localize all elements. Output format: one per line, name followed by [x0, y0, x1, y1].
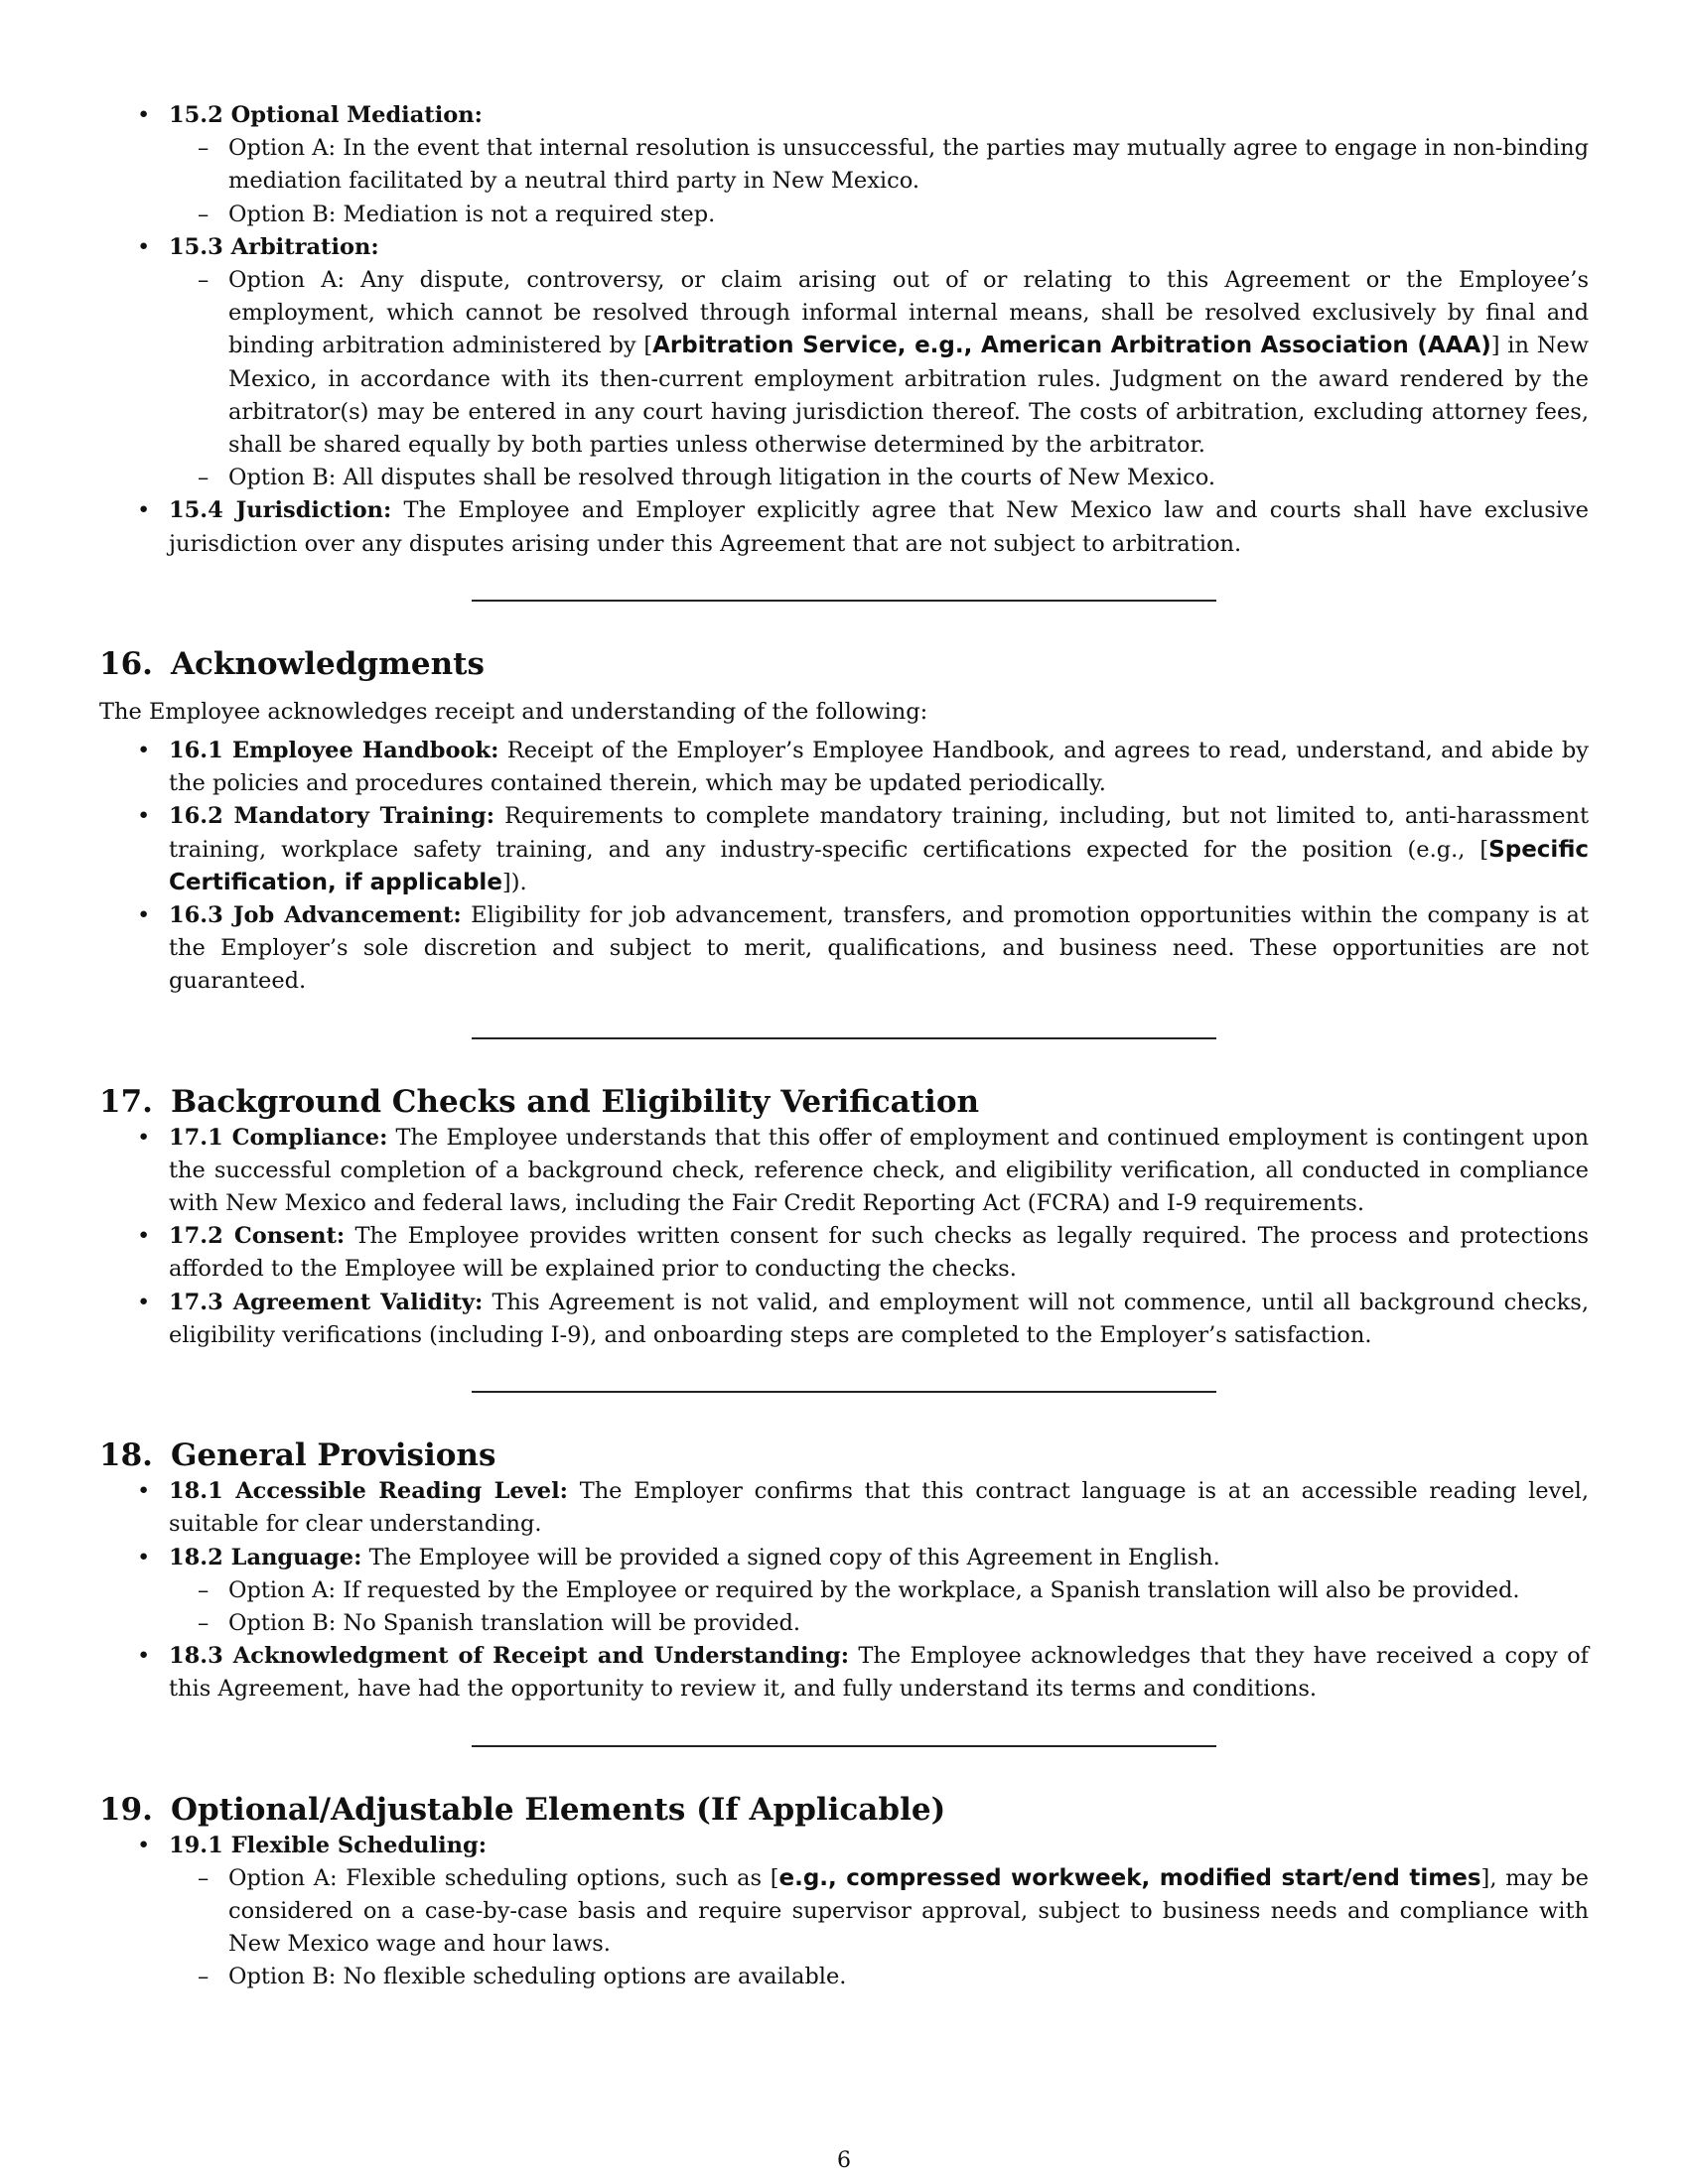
- section-number: 16.: [99, 645, 153, 682]
- section-divider: [472, 1391, 1216, 1393]
- list-item-17-1: [99, 1122, 1589, 1221]
- option-a: [169, 1862, 1589, 1962]
- list-item-18-1: [99, 1475, 1589, 1541]
- section-heading-18: [99, 1435, 1589, 1475]
- options-list: [169, 132, 1589, 231]
- option-text: Option A: Flexible scheduling options, such as [: [228, 1864, 779, 1891]
- option-b: – Option B: Mediation is not a required step.: [169, 199, 1589, 231]
- section-divider: [472, 1745, 1216, 1747]
- option-text: ] in New Mexico, in accordance with its then-current employment arbitration rules. Judgment on the award rendered by the arbitrator(s) may be entered in any court having jurisdiction thereof. The costs of arbitration, excluding attorney fees, shall be shared equally by both parties unless otherwise determined by the arbitrator.: [228, 333, 1589, 459]
- placeholder-certification: Specific Certification, if applicable: [169, 836, 1589, 895]
- section-18-list: [99, 1475, 1589, 1706]
- item-text: Eligibility for job advancement, transfers, and promotion opportunities within the company is at the Employer’s sole discretion and subject to merit, qualifications, and business need. These opportunities are not guaranteed.: [169, 902, 1589, 995]
- item-label: 18.2 Language:: [169, 1544, 362, 1570]
- list-item-16-2: [99, 800, 1589, 899]
- section-number: 19.: [99, 1791, 153, 1828]
- list-item-16-1: [99, 735, 1589, 800]
- item-text: ]).: [501, 869, 527, 895]
- section-heading-19: [99, 1790, 1589, 1830]
- item-text: Requirements to complete mandatory training, including, but not limited to, anti-harassment training, workplace safety training, and any industry-specific certifications expected for the position (e.g., [: [169, 803, 1590, 863]
- item-label: 15.3 Arbitration:: [169, 233, 379, 260]
- option-text: ], may be considered on a case-by-case basis and require supervisor approval, subject to business needs and compliance with New Mexico wage and hour laws.: [228, 1864, 1589, 1958]
- item-text: The Employee acknowledges that they have received a copy of this Agreement, have had the opportunity to review it, and fully understand its terms and conditions.: [169, 1643, 1589, 1703]
- section-number: 18.: [99, 1437, 153, 1474]
- option-b: – Option B: No Spanish translation will be provided.: [169, 1607, 1589, 1640]
- section-title: Acknowledgments: [170, 645, 485, 682]
- options-list: [169, 1574, 1589, 1640]
- option-b: – Option B: All disputes shall be resolved through litigation in the courts of New Mexico.: [169, 462, 1589, 494]
- item-label: 17.2 Consent:: [169, 1223, 346, 1250]
- list-item-17-3: [99, 1287, 1589, 1352]
- options-list: [169, 264, 1589, 494]
- item-label: 17.1 Compliance:: [169, 1124, 388, 1151]
- list-item-19-1: [99, 1830, 1589, 1994]
- item-text: The Employee understands that this offer of employment and continued employment is contingent upon the successful completion of a background check, reference check, and eligibility verification, all conducted in compliance with New Mexico and federal laws, including the Fair Credit Reporting Act (FCRA) and I-9 requirements.: [169, 1124, 1589, 1217]
- option-a: – Option A: If requested by the Employee or required by the workplace, a Spanish translation will also be provided.: [169, 1574, 1589, 1607]
- section-title: General Provisions: [170, 1437, 496, 1474]
- item-text: The Employee and Employer explicitly agree that New Mexico law and courts shall have exclusive jurisdiction over any disputes arising under this Agreement that are not subject to arbitration.: [169, 497, 1589, 557]
- item-label: 18.3 Acknowledgment of Receipt and Understanding:: [169, 1643, 850, 1670]
- list-item-18-3: [99, 1640, 1589, 1706]
- list-item-15-4: [99, 494, 1589, 560]
- option-a: – Option A: In the event that internal resolution is unsuccessful, the parties may mutually agree to engage in non-binding mediation facilitated by a neutral third party in New Mexico.: [169, 132, 1589, 198]
- list-item-16-3: [99, 899, 1589, 999]
- section-title: Background Checks and Eligibility Verification: [170, 1083, 980, 1120]
- option-a: [169, 264, 1589, 462]
- list-item-18-2: [99, 1542, 1589, 1641]
- section-heading-17: [99, 1082, 1589, 1122]
- list-item-17-2: [99, 1220, 1589, 1286]
- section-17-list: [99, 1122, 1589, 1352]
- item-label: 17.3 Agreement Validity:: [169, 1289, 484, 1315]
- option-b: – Option B: No flexible scheduling options are available.: [169, 1961, 1589, 1993]
- option-text: Option A: Any dispute, controversy, or claim arising out of or relating to this Agreement or the Employee’s employment, which cannot be resolved through informal internal means, shall be resolved exclusively by final and binding arbitration administered by [: [228, 267, 1589, 359]
- item-label: 15.2 Optional Mediation:: [169, 102, 483, 128]
- item-label: 19.1 Flexible Scheduling:: [169, 1832, 488, 1858]
- section-title: Optional/Adjustable Elements (If Applicable): [170, 1791, 946, 1828]
- section-16-list: [99, 735, 1589, 999]
- item-label: 16.3 Job Advancement:: [169, 902, 462, 929]
- page-number: 6: [837, 2148, 851, 2173]
- item-text: The Employer confirms that this contract language is at an accessible reading level, suitable for clear understanding.: [169, 1478, 1589, 1538]
- placeholder-schedule-examples: e.g., compressed workweek, modified start/end times: [778, 1864, 1481, 1891]
- section-intro: The Employee acknowledges receipt and understanding of the following:: [99, 698, 928, 725]
- item-label: 18.1 Accessible Reading Level:: [169, 1478, 568, 1505]
- item-label: 15.4 Jurisdiction:: [169, 497, 392, 524]
- item-text: This Agreement is not valid, and employment will not commence, until all background checks, eligibility verifications (including I-9), and onboarding steps are completed to the Employer’s satisfaction.: [169, 1289, 1589, 1348]
- item-label: 16.2 Mandatory Training:: [169, 803, 495, 830]
- list-item-15-3: [99, 231, 1589, 495]
- section-15-list: [99, 99, 1589, 561]
- item-text: Receipt of the Employer’s Employee Handbook, and agrees to read, understand, and abide by the policies and procedures contained therein, which may be updated periodically.: [169, 738, 1589, 797]
- section-divider: [472, 1037, 1216, 1039]
- item-text: The Employee provides written consent for such checks as legally required. The process and protections afforded to the Employee will be explained prior to conducting the checks.: [169, 1223, 1589, 1283]
- section-number: 17.: [99, 1083, 153, 1120]
- item-label: 16.1 Employee Handbook:: [169, 738, 499, 764]
- list-item-15-2: [99, 99, 1589, 231]
- document-page: [99, 99, 1589, 1994]
- section-divider: [472, 600, 1216, 602]
- options-list: [169, 1862, 1589, 1994]
- item-text: The Employee will be provided a signed copy of this Agreement in English.: [368, 1544, 1220, 1570]
- placeholder-arbitration-service: Arbitration Service, e.g., American Arbitration Association (AAA): [652, 333, 1491, 359]
- section-heading-16: [99, 644, 1589, 684]
- section-19-list: [99, 1830, 1589, 1994]
